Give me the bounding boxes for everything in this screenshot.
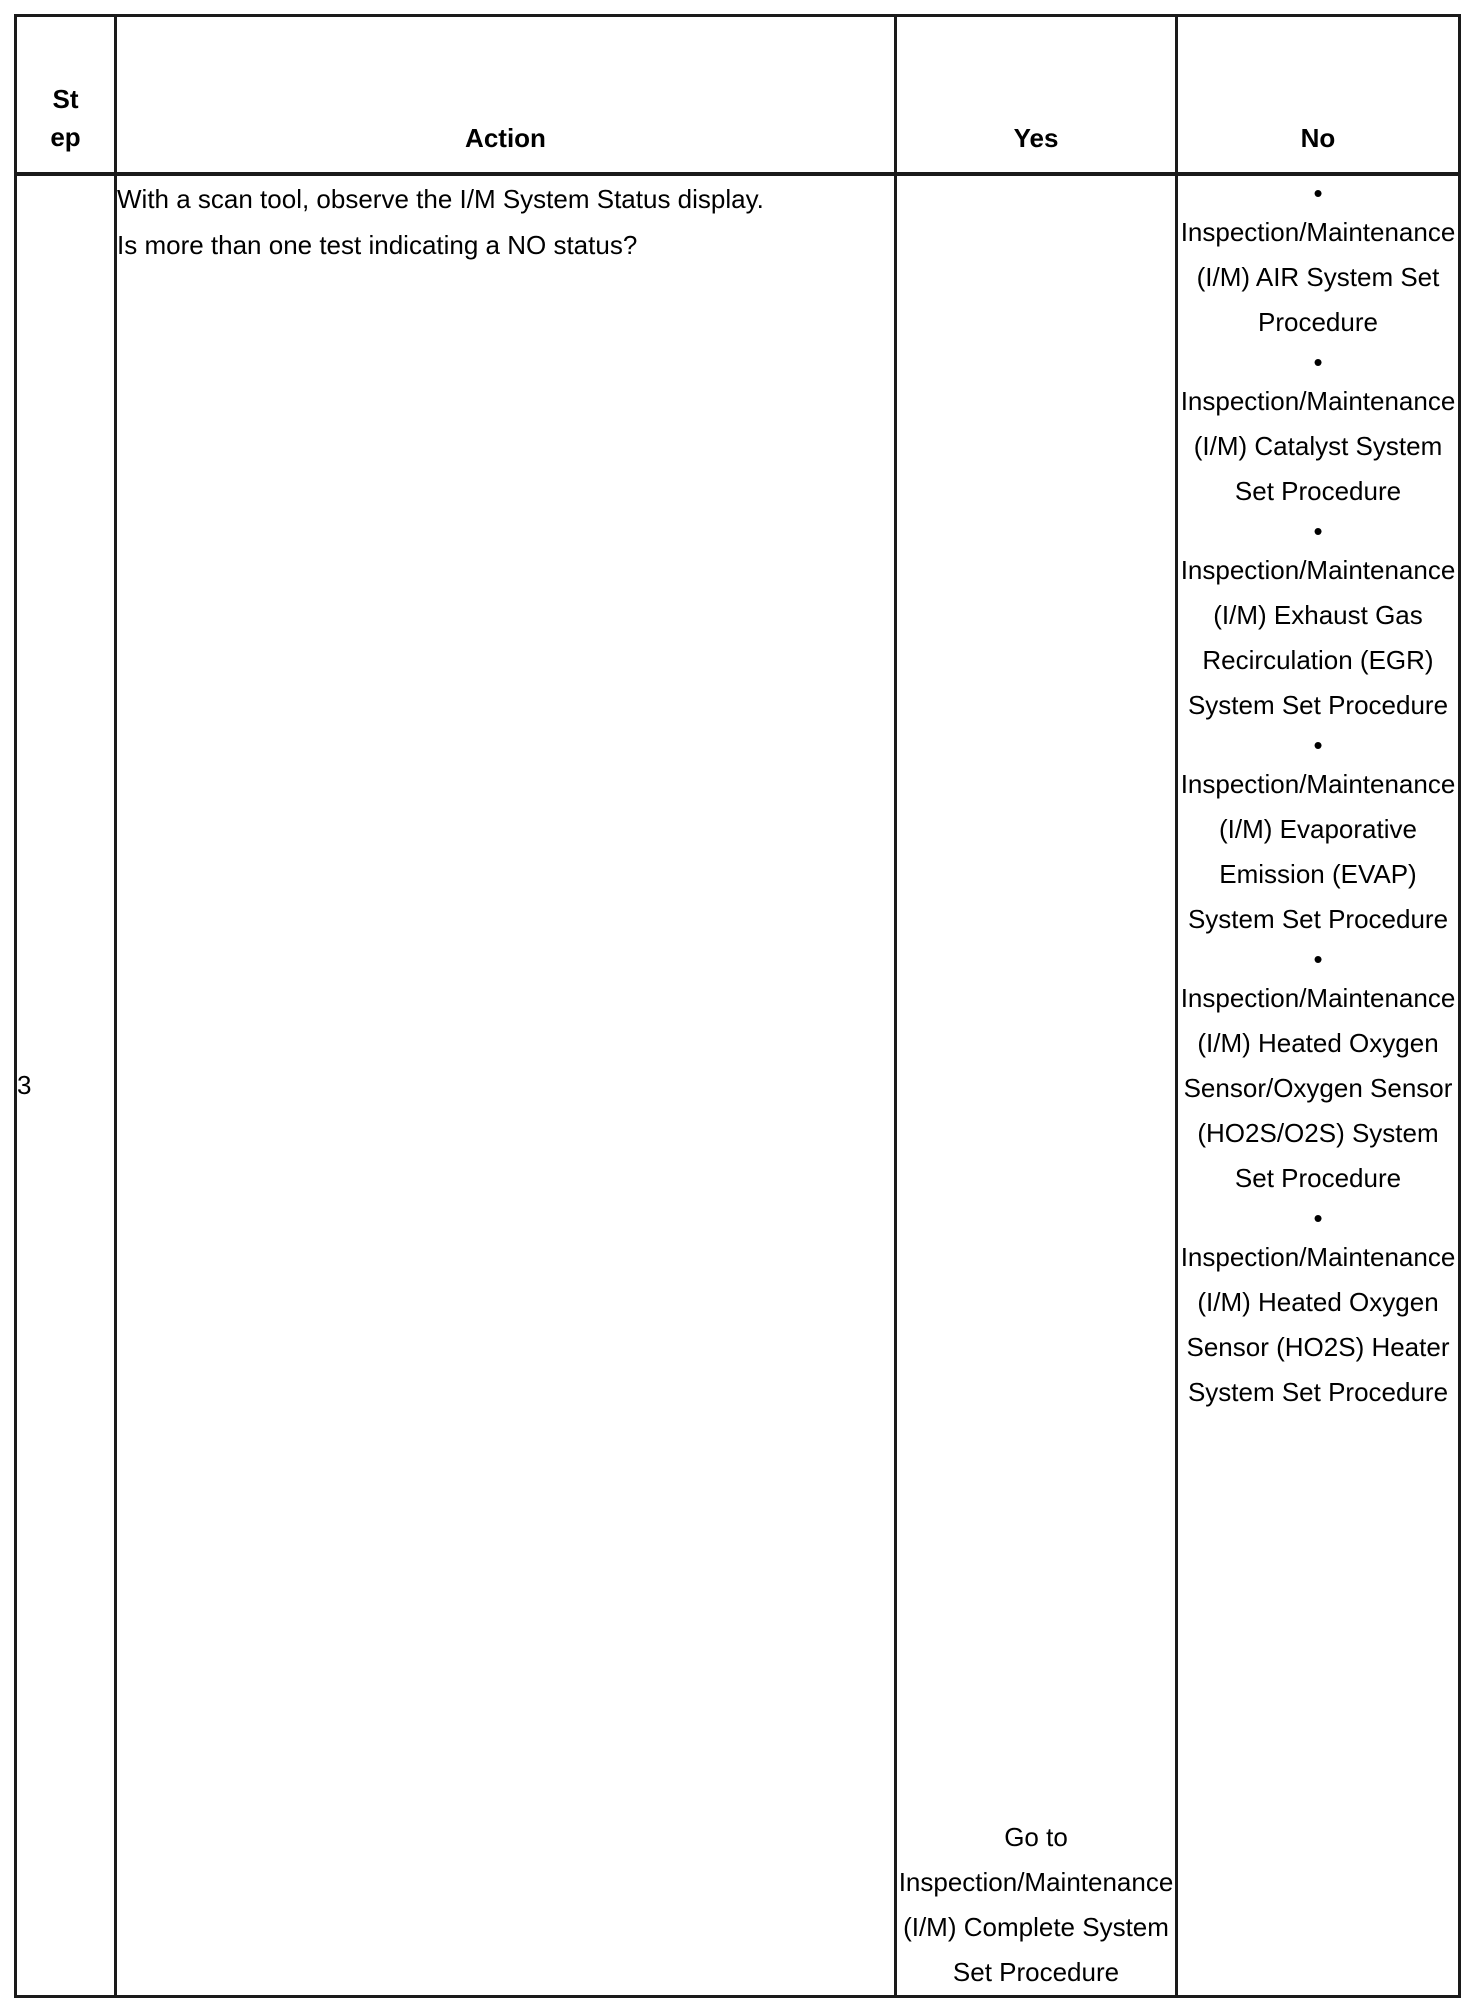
header-yes: Yes — [896, 16, 1177, 175]
action-question: Is more than one test indicating a NO status? — [117, 230, 638, 260]
action-cell — [116, 174, 896, 1997]
list-item — [1178, 942, 1458, 1201]
header-step — [16, 16, 116, 175]
list-item — [1178, 1201, 1458, 1415]
list-item — [1178, 176, 1458, 345]
yes-cell — [896, 174, 1177, 1997]
no-link[interactable]: Inspection/Maintenance (I/M) Heated Oxygen Sensor (HO2S) Heater System Set Procedure — [1180, 1242, 1456, 1407]
no-cell — [1177, 174, 1460, 1997]
diagnostic-step-table — [14, 14, 1461, 1998]
action-line: With a scan tool, observe the I/M System Status display. — [117, 184, 764, 214]
list-item — [1178, 728, 1458, 942]
no-link[interactable]: Inspection/Maintenance (I/M) Heated Oxygen Sensor/Oxygen Sensor (HO2S/O2S) System Set Procedure — [1180, 983, 1456, 1193]
bullet-icon: • — [1313, 730, 1323, 760]
table-row — [16, 174, 1460, 1997]
bullet-icon: • — [1313, 944, 1323, 974]
yes-link[interactable]: Go to Inspection/Maintenance (I/M) Complete System Set Procedure — [898, 1822, 1174, 1987]
header-step-label-2: ep — [50, 122, 81, 152]
bullet-icon: • — [1313, 178, 1323, 208]
header-step-label-1: St — [52, 84, 79, 114]
table-header-row — [16, 16, 1460, 175]
bullet-icon: • — [1313, 1203, 1323, 1233]
list-item — [1178, 514, 1458, 728]
bullet-icon: • — [1313, 516, 1323, 546]
step-number: 3 — [16, 174, 116, 1997]
header-action: Action — [116, 16, 896, 175]
no-link[interactable]: Inspection/Maintenance (I/M) Evaporative Emission (EVAP) System Set Procedure — [1180, 769, 1456, 934]
bullet-icon: • — [1313, 347, 1323, 377]
header-no: No — [1177, 16, 1460, 175]
no-link[interactable]: Inspection/Maintenance (I/M) AIR System Set Procedure — [1180, 217, 1456, 337]
list-item — [1178, 345, 1458, 514]
no-link[interactable]: Inspection/Maintenance (I/M) Catalyst System Set Procedure — [1180, 386, 1456, 506]
no-link[interactable]: Inspection/Maintenance (I/M) Exhaust Gas Recirculation (EGR) System Set Procedure — [1180, 555, 1456, 720]
